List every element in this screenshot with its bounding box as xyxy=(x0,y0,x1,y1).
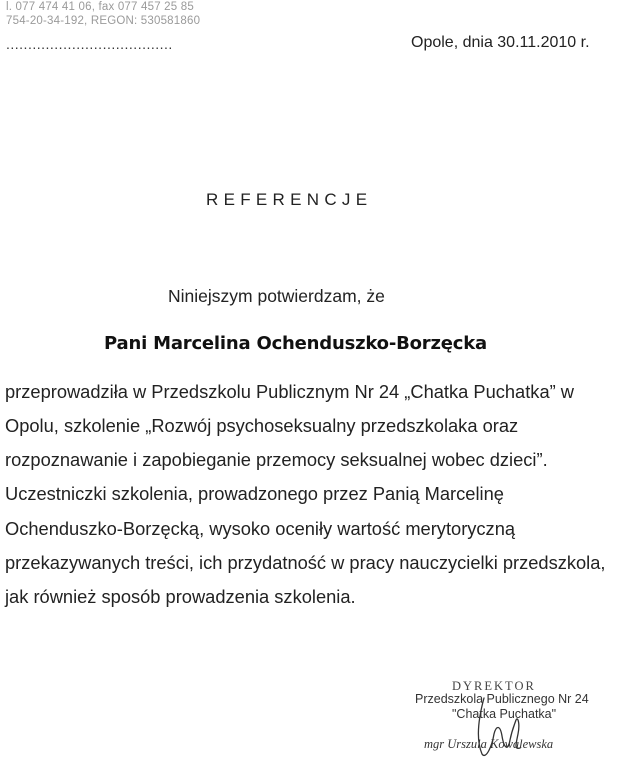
document-title: REFERENCJE xyxy=(206,190,373,209)
handwritten-signature xyxy=(470,690,540,762)
recipient-name: Pani Marcelina Ochenduszko-Borzęcka xyxy=(104,333,487,354)
body-line: Opolu, szkolenie „Rozwój psychoseksualny przedszkolaka oraz xyxy=(5,415,519,436)
body-line: jak również sposób prowadzenia szkolenia. xyxy=(5,586,356,607)
registry-line: 754-20-34-192, REGON: 530581860 xyxy=(6,15,201,27)
dotted-blank-line: ...................................... xyxy=(6,36,173,52)
stamp-org-name: "Chatka Puchatka" xyxy=(452,707,557,721)
stamp-org-line: Przedszkola Publicznego Nr 24 xyxy=(415,692,589,706)
stamp-signatory: mgr Urszula Kowalewska xyxy=(424,737,554,751)
body-line: przeprowadziła w Przedszkolu Publicznym Nr 24 „Chatka Puchatka” w xyxy=(5,381,574,402)
stamp-title: DYREKTOR xyxy=(452,679,536,693)
body-line: przekazywanych treści, ich przydatność w pracy nauczycielki przedszkola, xyxy=(5,552,606,573)
intro-text: Niniejszym potwierdzam, że xyxy=(168,286,385,306)
contact-line: l. 077 474 41 06, fax 077 457 25 85 xyxy=(6,1,194,13)
body-line: Uczestniczki szkolenia, prowadzonego przez Panią Marcelinę xyxy=(5,483,504,504)
date-line: Opole, dnia 30.11.2010 r. xyxy=(411,34,590,51)
body-line: Ochenduszko-Borzęcką, wysoko oceniły wartość merytoryczną xyxy=(5,518,516,539)
body-line: rozpoznawanie i zapobieganie przemocy seksualnej wobec dzieci”. xyxy=(5,449,548,470)
